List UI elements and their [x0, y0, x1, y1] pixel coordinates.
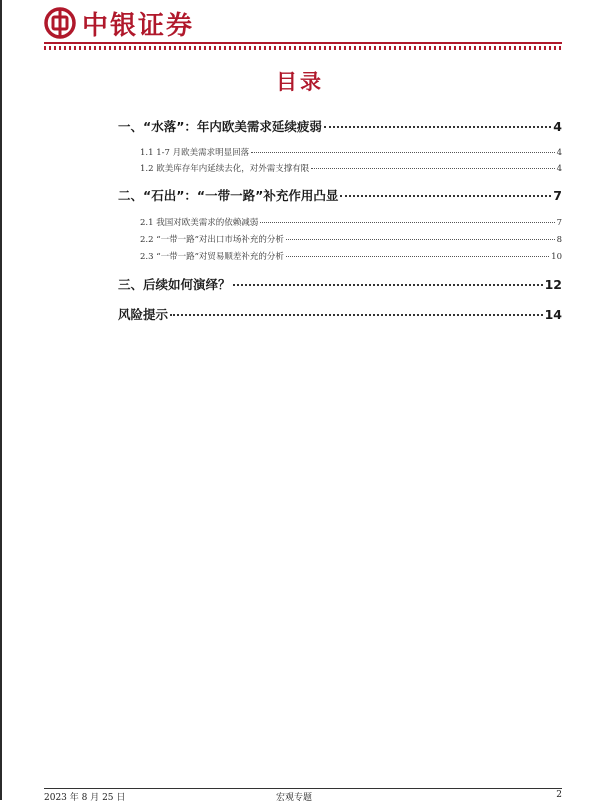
toc-leader-dots: [340, 195, 551, 197]
toc-leader-dots: [311, 168, 554, 169]
brand-name: 中银证券: [82, 10, 195, 41]
toc-leader-dots: [251, 152, 554, 153]
page-left-border: [0, 0, 2, 800]
toc-entry-text: 2.3 “一带一路”对贸易顺差补充的分析: [140, 252, 284, 262]
toc-entry-page: 8: [556, 235, 562, 245]
toc-entry[interactable]: [118, 117, 562, 135]
toc-entry-text: 1.2 欧美库存年内延续去化，对外需支撑有限: [140, 164, 310, 174]
toc-entry[interactable]: [118, 305, 562, 323]
toc-entry-text: 2.1 我国对欧美需求的依赖减弱: [140, 218, 259, 228]
footer-rule: [44, 788, 562, 789]
toc-leader-dots: [233, 284, 543, 286]
header-pattern-rule: [44, 46, 562, 50]
toc-entry[interactable]: [118, 250, 562, 262]
toc-leader-dots: [286, 239, 555, 240]
toc-entry-text: 1.1 1-7 月欧美需求明显回落: [140, 148, 250, 158]
toc-entry-text: 三、后续如何演绎？: [118, 277, 231, 292]
toc-title: 目录: [276, 70, 324, 94]
bank-of-china-logo-icon: [44, 7, 76, 39]
toc-entry[interactable]: [118, 216, 562, 228]
toc-entry-page: 4: [556, 164, 562, 174]
toc-entry-page: 7: [553, 188, 562, 203]
toc-entry[interactable]: [118, 162, 562, 174]
toc-entry-text: 风险提示: [118, 307, 169, 322]
page-header: [44, 6, 194, 40]
header-rule: [44, 42, 562, 44]
toc-entry-page: 7: [556, 218, 562, 228]
toc-entry-page: 4: [556, 148, 562, 158]
toc-entry[interactable]: [118, 275, 562, 293]
toc-entry-text: 2.2 “一带一路”对出口市场补充的分析: [140, 235, 284, 245]
toc-entry-page: 14: [544, 307, 562, 322]
toc-entry[interactable]: [118, 233, 562, 245]
toc-leader-dots: [286, 256, 549, 257]
report-date: 2023 年 8 月 25 日: [44, 793, 126, 803]
toc-entry-page: 12: [544, 277, 562, 292]
page-number: 2: [556, 790, 562, 800]
toc-entry-text: 一、“水落”：年内欧美需求延续疲弱: [118, 119, 322, 134]
toc-leader-dots: [170, 314, 543, 316]
toc-leader-dots: [324, 126, 551, 128]
toc-entry[interactable]: [118, 146, 562, 158]
report-type: 宏观专题: [276, 793, 313, 803]
toc-entry-page: 4: [553, 119, 562, 134]
toc-entry[interactable]: [118, 186, 562, 204]
toc-entry-text: 二、“石出”：“一带一路”补充作用凸显: [118, 188, 339, 203]
toc-leader-dots: [260, 222, 554, 223]
toc-entry-page: 10: [551, 252, 562, 262]
